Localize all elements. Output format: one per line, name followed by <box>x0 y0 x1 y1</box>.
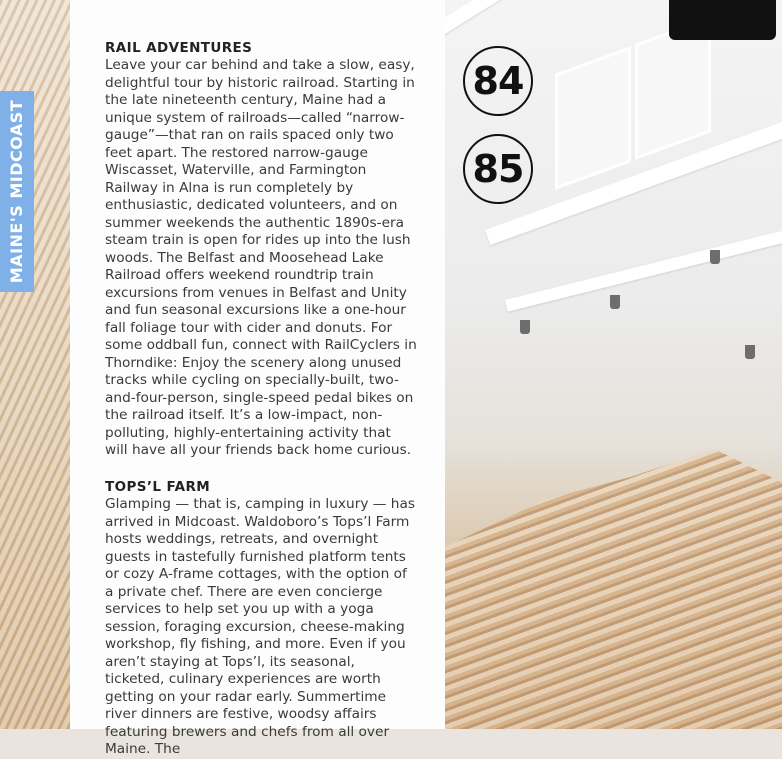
article-title: RAIL ADVENTURES <box>105 40 253 56</box>
straw-installation <box>445 449 782 729</box>
article-topsl-farm <box>105 479 417 759</box>
article-title: TOPS’L FARM <box>105 479 211 495</box>
track-light <box>520 320 530 334</box>
article-body: Leave your car behind and take a slow, easy, delightful tour by historic railroad. Starting in the late nineteenth century, Maine had a unique system of railroads—called “narrow-gauge”—that ran on rails spaced only two feet apart. The restored narrow-gauge Wiscasset, Waterville, and Farmington Railway in Alna is run completely by enthusiastic, dedicated volunteers, and on summer weekends the authentic 1890s-era steam train is open for rides up into the lush woods. The Belfast and Moosehead Lake Railroad offers weekend roundtrip train excursions from venues in Belfast and Unity and fun seasonal excursions like a one-hour fall foliage tour with cider and donuts. For some oddball fun, connect with RailCyclers in Thorndike: Enjoy the scenery along unused tracks while cycling on specially-built, two-and-four-person, single-speed pedal bikes on the railroad itself. It’s a low-impact, non-polluting, highly-entertaining activity that will have all your friends back home curious. <box>105 57 417 458</box>
article-rail-adventures <box>105 40 417 460</box>
number-badge-85: 85 <box>463 134 533 204</box>
roof-beam <box>505 223 782 312</box>
number-badge-84: 84 <box>463 46 533 116</box>
section-side-tab <box>0 91 34 292</box>
skylight-window <box>555 46 631 190</box>
text-panel <box>70 0 445 757</box>
article-body: Glamping — that is, camping in luxury — has arrived in Midcoast. Waldoboro’s Tops’l Farm hosts weddings, retreats, and overnight guests in tastefully furnished platform tents or cozy A-frame cottages, with the option of a private chef. There are even concierge services to help set you up with a yoga session, foraging excursion, cheese-making workshop, fly fishing, and more. Even if you aren’t staying at Tops’l, its seasonal, ticketed, culinary experiences are worth getting on your radar early. Summertime river dinners are festive, woodsy affairs featuring brewers and chefs from all over Maine. The <box>105 496 416 757</box>
track-light <box>610 295 620 309</box>
track-light <box>745 345 755 359</box>
section-label: MAINE'S MIDCOAST <box>7 99 27 284</box>
track-light <box>710 250 720 264</box>
dark-corner-object <box>669 0 776 40</box>
